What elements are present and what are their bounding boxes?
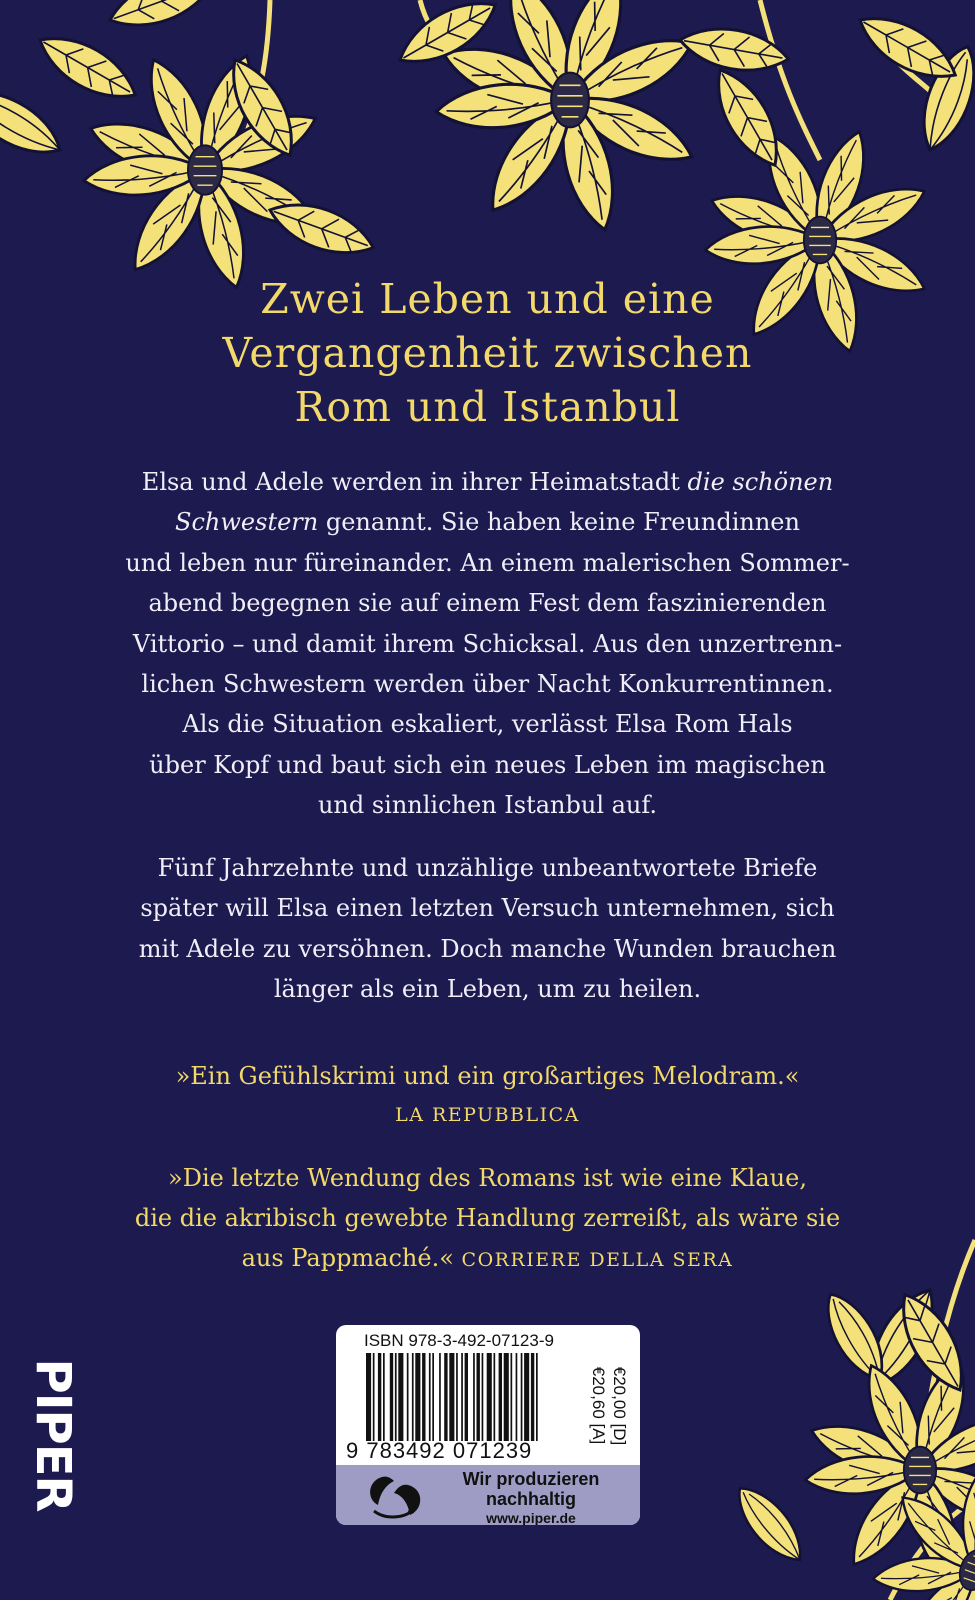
barcode-bar bbox=[439, 1353, 441, 1441]
publisher-url: www.piper.de bbox=[486, 1510, 576, 1525]
blurb-line: und sinnlichen Istanbul auf. bbox=[317, 791, 658, 820]
eco-line-2: nachhaltig bbox=[485, 1489, 576, 1509]
barcode-bar bbox=[378, 1353, 381, 1441]
review-quote-2 bbox=[60, 1158, 915, 1280]
barcode-bar bbox=[407, 1353, 409, 1441]
barcode-bar bbox=[444, 1353, 447, 1441]
barcode-bar bbox=[482, 1353, 484, 1441]
barcode-bars bbox=[366, 1353, 584, 1441]
isbn-text: ISBN 978-3-492-07123-9 bbox=[364, 1331, 554, 1350]
blurb-line bbox=[70, 462, 905, 502]
barcode-bar bbox=[398, 1353, 403, 1441]
quote-source: LA REPUBBLICA bbox=[395, 1104, 580, 1126]
barcode-bar bbox=[531, 1353, 534, 1441]
quote-text: die die akribisch gewebte Handlung zerreißt, als wäre sie bbox=[134, 1204, 841, 1232]
review-quote-1 bbox=[60, 1056, 915, 1130]
blurb-italic: die schönen bbox=[687, 468, 834, 496]
sustainability-band bbox=[336, 1465, 640, 1525]
barcode-bar bbox=[521, 1353, 523, 1441]
headline-line: Vergangenheit zwischen bbox=[222, 329, 753, 377]
publisher-logo bbox=[26, 1340, 80, 1530]
barcode-bar bbox=[516, 1353, 518, 1441]
barcode-bar bbox=[415, 1353, 420, 1441]
barcode-bar bbox=[390, 1353, 393, 1441]
sustainability-text bbox=[436, 1469, 626, 1525]
barcode-bar bbox=[461, 1353, 463, 1441]
barcode-bar bbox=[412, 1353, 414, 1441]
barcode-bar bbox=[456, 1353, 458, 1441]
blurb-italic: Schwestern bbox=[175, 508, 319, 537]
price-at: €20,60 [A] bbox=[589, 1366, 608, 1445]
blurb-line: über Kopf und baut sich ein neues Leben im magischen bbox=[149, 750, 826, 779]
quote-text: aus Pappmaché.« bbox=[241, 1244, 454, 1272]
barcode-bar bbox=[465, 1353, 468, 1441]
barcode-bar bbox=[536, 1353, 538, 1441]
blurb-line: länger als ein Leben, um zu heilen. bbox=[273, 975, 702, 1004]
barcode-bar bbox=[432, 1353, 434, 1441]
barcode-bar bbox=[366, 1353, 371, 1441]
barcode-bar bbox=[383, 1353, 385, 1441]
barcode-bar bbox=[477, 1353, 480, 1441]
barcode-bar bbox=[487, 1353, 492, 1441]
barcode-bar bbox=[473, 1353, 475, 1441]
publisher-logo-text: PIPER bbox=[25, 1358, 81, 1512]
blurb-line bbox=[70, 502, 905, 542]
barcode-bar bbox=[429, 1353, 431, 1441]
blurb-paragraph-1 bbox=[70, 462, 905, 826]
blurb-line: Als die Situation eskaliert, verlässt Elsa Rom Hals bbox=[182, 710, 793, 739]
barcode-label bbox=[336, 1325, 640, 1525]
blurb-line: Vittorio – und damit ihrem Schicksal. Aus den unzertrenn- bbox=[132, 629, 843, 658]
barcode-bar bbox=[494, 1353, 496, 1441]
quote-line-with-source bbox=[60, 1238, 915, 1280]
quote-source: CORRIERE DELLA SERA bbox=[461, 1249, 734, 1271]
price-de: €20,00 [D] bbox=[610, 1366, 629, 1446]
leaf-recycle-icon bbox=[364, 1471, 428, 1521]
barcode-bar bbox=[449, 1353, 454, 1441]
barcode-bar bbox=[504, 1353, 509, 1441]
blurb-text: Elsa und Adele werden in ihrer Heimatstadt bbox=[141, 468, 680, 496]
eco-line-1: Wir produzieren bbox=[462, 1469, 600, 1489]
price-text bbox=[588, 1367, 630, 1445]
price-column bbox=[586, 1349, 632, 1463]
blurb-paragraph-2 bbox=[70, 848, 905, 1010]
barcode-bar bbox=[511, 1353, 513, 1441]
headline bbox=[0, 272, 975, 434]
barcode-bar bbox=[395, 1353, 397, 1441]
barcode-bar bbox=[499, 1353, 502, 1441]
blurb-line: später will Elsa einen letzten Versuch unternehmen, sich bbox=[140, 894, 835, 923]
quote-text: »Ein Gefühlskrimi und ein großartiges Melodram.« bbox=[175, 1062, 800, 1090]
barcode-bar bbox=[524, 1353, 529, 1441]
headline-line: Rom und Istanbul bbox=[294, 383, 681, 431]
blurb-line: abend begegnen sie auf einem Fest dem faszinierenden bbox=[148, 589, 827, 618]
quote-text: »Die letzte Wendung des Romans ist wie eine Klaue, bbox=[168, 1164, 807, 1192]
blurb-line: lichen Schwestern werden über Nacht Konkurrentinnen. bbox=[141, 670, 834, 699]
headline-line: Zwei Leben und eine bbox=[260, 275, 715, 323]
blurb-line: mit Adele zu versöhnen. Doch manche Wunden brauchen bbox=[138, 934, 837, 963]
blurb-line: und leben nur füreinander. An einem malerischen Sommer- bbox=[125, 548, 850, 577]
blurb-text: genannt. Sie haben keine Freundinnen bbox=[318, 508, 800, 537]
barcode-bar bbox=[422, 1353, 425, 1441]
barcode-digits: 9 783492 071239 bbox=[346, 1438, 533, 1463]
barcode-bar bbox=[373, 1353, 375, 1441]
blurb-line: Fünf Jahrzehnte und unzählige unbeantwortete Briefe bbox=[157, 854, 818, 882]
